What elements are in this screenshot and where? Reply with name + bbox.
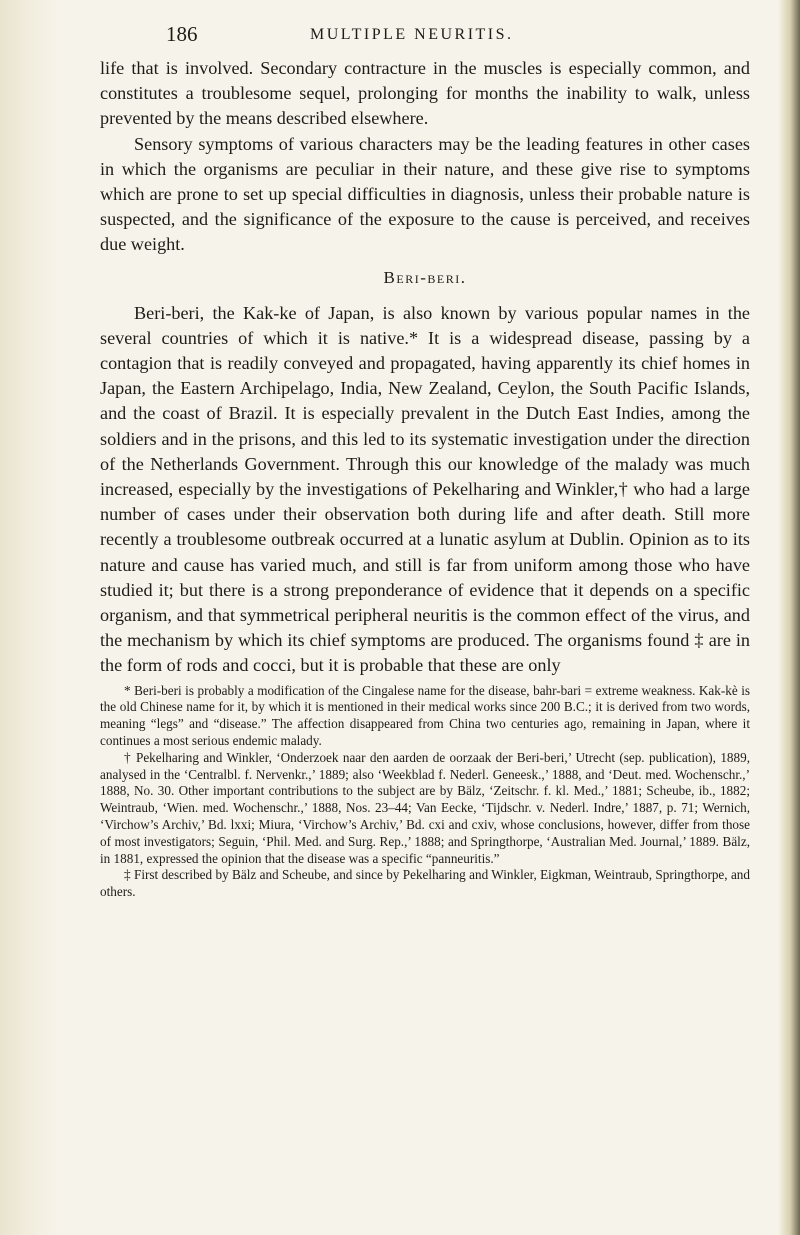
paragraph-beri-beri: Beri-beri, the Kak-ke of Japan, is also known by various popular names in the several countries of which it is native.* It is a widespread disease, passing by a contagion that is readily conveyed and propagated, having apparently its chief homes in Japan, the Eastern Archipelago, India, New Zealand, Ceylon, the South Pacific Islands, and the coast of Brazil. It is especially prevalent in the Dutch East Indies, among the soldiers and in the prisons, and this led to its systematic investigation under the direction of the Netherlands Government. Through this our knowledge of the malady was much increased, especially by the investigations of Pekelharing and Winkler,† who had a large number of cases under their observation both during life and after death. Still more recently a troublesome outbreak occurred at a lunatic asylum at Dublin. Opinion as to its nature and cause has varied much, and still is far from uniform among those who have studied it; but there is a strong preponderance of evidence that it depends on a specific organism, and that symmetrical peripheral neuritis is the common effect of the virus, and the mechanism by which its chief symptoms are produced. The organisms found ‡ are in the form of rods and cocci, but it is probable that these are only <box>100 302 750 676</box>
footnotes <box>100 683 750 901</box>
book-page <box>100 22 750 901</box>
section-heading <box>100 268 750 288</box>
footnote-1: * Beri-beri is probably a modification of the Cingalese name for the disease, bahr-bari = extreme weakness. Kak-kè is the old Chinese name for it, by which it is mentioned in their medical works since 200 B.C.; it is derived from two words, meaning “legs” and “disease.” The affection disappeared from China two centuries ago, remaining in Japan, where it continues a most serious endemic malady. <box>100 682 750 749</box>
running-head <box>100 22 750 56</box>
running-title: MULTIPLE NEURITIS. <box>310 26 514 43</box>
footnote-2: † Pekelharing and Winkler, ‘Onderzoek naar den aarden de oorzaak der Beri-beri,’ Utrecht (sep. publication), 1889, analysed in the ‘Centralbl. f. Nervenkr.,’ 1889; also ‘Weekblad f. Nederl. Geneesk.,’ 1888, and ‘Deut. med. Wochenschr.,’ 1888, No. 30. Other important contributions to the subject are by Bälz, ‘Zeitschr. f. kl. Med.,’ 1881; Scheube, ib., 1882; Weintraub, ‘Wien. med. Wochenschr.,’ 1888, Nos. 23–44; Van Eecke, ‘Tijdschr. v. Nederl. Indre,’ 1887, p. 71; Wernich, ‘Virchow’s Archiv,’ Bd. lxxi; Miura, ‘Virchow’s Archiv,’ Bd. cxi and cxiv, whose conclusions, however, differ from those of most investigators; Seguin, ‘Phil. Med. and Surg. Rep.,’ 1888; and Springthorpe, ‘Australian Med. Journal,’ 1889. Bälz, in 1881, expressed the opinion that the disease was a specific “panneuritis.” <box>100 749 750 866</box>
page-edge-right <box>778 0 800 1235</box>
paragraph-continuation: life that is involved. Secondary contracture in the muscles is especially common, and constitutes a troublesome sequel, prolonging for months the inability to walk, unless prevented by the means described elsewhere. <box>100 58 750 129</box>
page-gutter-left <box>0 0 58 1235</box>
footnote-3: ‡ First described by Bälz and Scheube, and since by Pekelharing and Winkler, Eigkman, Weintraub, Springthorpe, and others. <box>100 867 750 900</box>
page-number: 186 <box>166 22 198 46</box>
paragraph-sensory-symptoms: Sensory symptoms of various characters may be the leading features in other cases in which the organisms are peculiar in their nature, and these give rise to symptoms which are prone to set up special difficulties in diagnosis, unless their probable nature is suspected, and the significance of the exposure to the cause is perceived, and receives due weight. <box>100 133 750 255</box>
section-heading-text: Beri-beri. <box>383 267 467 287</box>
